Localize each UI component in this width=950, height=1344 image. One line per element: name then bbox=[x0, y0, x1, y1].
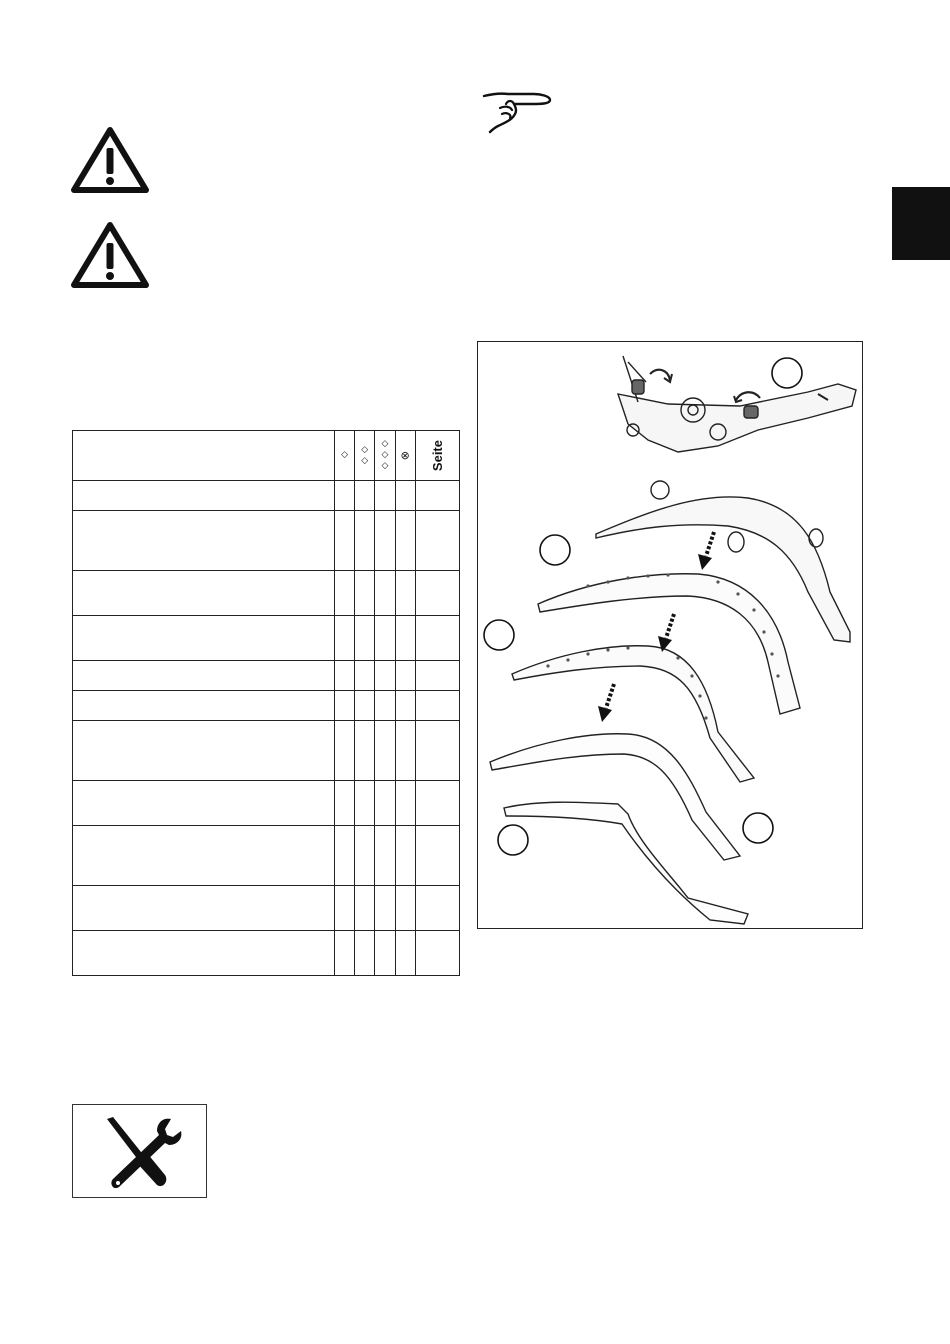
table-cell-interval bbox=[355, 571, 375, 616]
tools-icon-box bbox=[72, 1104, 207, 1198]
warning-triangle-icon bbox=[70, 221, 150, 289]
table-cell-page bbox=[415, 931, 459, 976]
chapter-tab bbox=[892, 187, 950, 260]
table-cell-interval bbox=[395, 481, 415, 511]
table-cell-page bbox=[415, 661, 459, 691]
table-cell-interval bbox=[335, 511, 355, 571]
table-cell-interval bbox=[375, 511, 395, 571]
header-page: Seite bbox=[415, 431, 459, 481]
header-interval-1: ◇ bbox=[335, 431, 355, 481]
table-cell-description bbox=[73, 826, 335, 886]
callout-circle bbox=[540, 535, 570, 565]
table-cell-interval bbox=[375, 781, 395, 826]
callout-circle bbox=[498, 825, 528, 855]
table-row bbox=[73, 511, 460, 571]
table-cell-interval bbox=[395, 886, 415, 931]
table-cell-interval bbox=[395, 691, 415, 721]
table-row bbox=[73, 781, 460, 826]
table-row bbox=[73, 826, 460, 886]
exploded-view-drawing bbox=[478, 342, 862, 928]
maintenance-table bbox=[72, 430, 460, 976]
table-header-row bbox=[73, 431, 460, 481]
table-cell-description bbox=[73, 931, 335, 976]
table-cell-interval bbox=[395, 511, 415, 571]
table-cell-interval bbox=[355, 721, 375, 781]
table-cell-interval bbox=[335, 571, 355, 616]
table-row bbox=[73, 931, 460, 976]
table-cell-description bbox=[73, 691, 335, 721]
table-row bbox=[73, 571, 460, 616]
table-cell-interval bbox=[395, 616, 415, 661]
table-cell-page bbox=[415, 691, 459, 721]
table-cell-interval bbox=[355, 661, 375, 691]
table-cell-description bbox=[73, 661, 335, 691]
header-interval-4: ⊗ bbox=[395, 431, 415, 481]
callout-circle bbox=[743, 813, 773, 843]
table-cell-interval bbox=[375, 661, 395, 691]
table-cell-interval bbox=[395, 721, 415, 781]
table-row bbox=[73, 616, 460, 661]
table-cell-interval bbox=[355, 826, 375, 886]
table-cell-interval bbox=[395, 661, 415, 691]
header-interval-3: ◇ ◇ ◇ bbox=[375, 431, 395, 481]
table-cell-interval bbox=[395, 571, 415, 616]
table-row bbox=[73, 661, 460, 691]
header-description bbox=[73, 431, 335, 481]
table-cell-description bbox=[73, 781, 335, 826]
table-cell-interval bbox=[355, 886, 375, 931]
table-cell-interval bbox=[375, 721, 395, 781]
table-cell-interval bbox=[335, 481, 355, 511]
table-cell-page bbox=[415, 571, 459, 616]
table-cell-page bbox=[415, 511, 459, 571]
table-cell-page bbox=[415, 481, 459, 511]
warning-triangle-icon bbox=[70, 126, 150, 194]
hand-pointer-icon bbox=[478, 84, 554, 136]
table-row bbox=[73, 721, 460, 781]
exploded-view-figure bbox=[477, 341, 863, 929]
table-cell-interval bbox=[335, 781, 355, 826]
table-cell-interval bbox=[355, 511, 375, 571]
table-cell-interval bbox=[395, 931, 415, 976]
table-cell-interval bbox=[375, 826, 395, 886]
table-cell-interval bbox=[375, 691, 395, 721]
table-cell-interval bbox=[375, 571, 395, 616]
table-cell-interval bbox=[375, 931, 395, 976]
table-cell-interval bbox=[395, 781, 415, 826]
table-cell-interval bbox=[335, 616, 355, 661]
table-cell-interval bbox=[335, 691, 355, 721]
table-cell-page bbox=[415, 826, 459, 886]
table-cell-interval bbox=[335, 721, 355, 781]
table-cell-interval bbox=[355, 931, 375, 976]
table-cell-page bbox=[415, 721, 459, 781]
callout-circle bbox=[484, 620, 514, 650]
table-cell-interval bbox=[375, 886, 395, 931]
table-cell-description bbox=[73, 721, 335, 781]
table-cell-description bbox=[73, 616, 335, 661]
table-cell-interval bbox=[355, 616, 375, 661]
table-cell-description bbox=[73, 481, 335, 511]
table-cell-interval bbox=[395, 826, 415, 886]
table-cell-interval bbox=[355, 481, 375, 511]
table-cell-interval bbox=[355, 781, 375, 826]
table-cell-page bbox=[415, 616, 459, 661]
callout-circle bbox=[772, 358, 802, 388]
table-cell-interval bbox=[375, 616, 395, 661]
table-cell-page bbox=[415, 886, 459, 931]
table-row bbox=[73, 886, 460, 931]
table-cell-interval bbox=[335, 886, 355, 931]
table-cell-description bbox=[73, 511, 335, 571]
table-cell-interval bbox=[355, 691, 375, 721]
table-cell-description bbox=[73, 886, 335, 931]
table-row bbox=[73, 691, 460, 721]
table-cell-interval bbox=[375, 481, 395, 511]
table-row bbox=[73, 481, 460, 511]
tools-icon bbox=[73, 1105, 206, 1197]
table-cell-interval bbox=[335, 661, 355, 691]
table-cell-description bbox=[73, 571, 335, 616]
header-interval-2: ◇ ◇ bbox=[355, 431, 375, 481]
table-cell-page bbox=[415, 781, 459, 826]
table-cell-interval bbox=[335, 826, 355, 886]
table-cell-interval bbox=[335, 931, 355, 976]
